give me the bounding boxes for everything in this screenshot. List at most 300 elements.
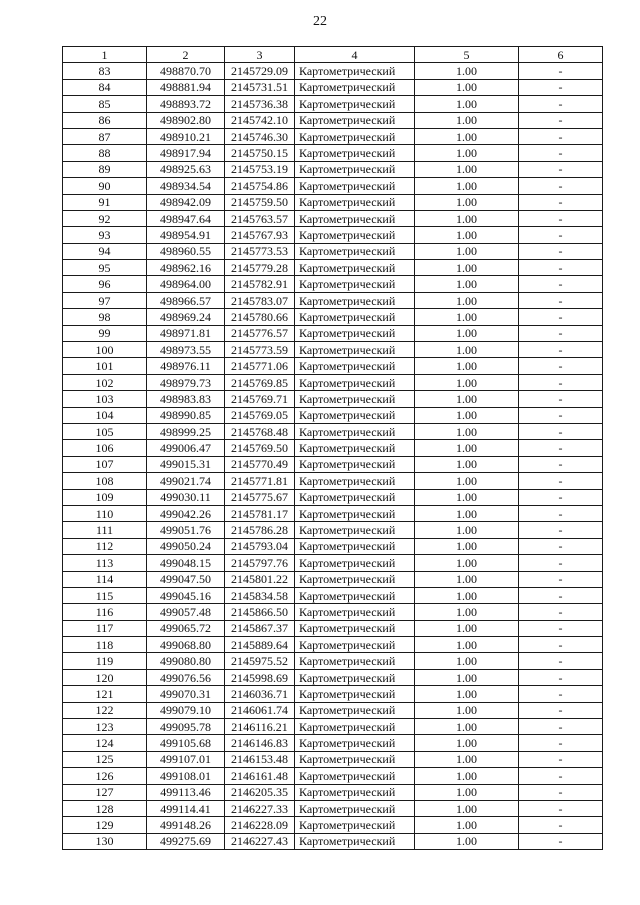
- note-cell: -: [519, 79, 603, 95]
- note-cell: -: [519, 800, 603, 816]
- point-number-cell: 102: [63, 374, 147, 390]
- note-cell: -: [519, 833, 603, 849]
- method-cell: Картометрический: [295, 653, 415, 669]
- method-cell: Картометрический: [295, 276, 415, 292]
- y-coordinate-cell: 2145736.38: [225, 96, 295, 112]
- note-cell: -: [519, 587, 603, 603]
- x-coordinate-cell: 498983.83: [147, 391, 225, 407]
- point-number-cell: 123: [63, 719, 147, 735]
- table-row: [63, 555, 603, 571]
- y-coordinate-cell: 2146228.09: [225, 817, 295, 833]
- table-row: [63, 292, 603, 308]
- x-coordinate-cell: 498999.25: [147, 423, 225, 439]
- note-cell: -: [519, 391, 603, 407]
- table-row: [63, 800, 603, 816]
- y-coordinate-cell: 2146205.35: [225, 784, 295, 800]
- table-row: [63, 96, 603, 112]
- y-coordinate-cell: 2145763.57: [225, 210, 295, 226]
- point-number-cell: 109: [63, 489, 147, 505]
- accuracy-cell: 1.00: [415, 260, 519, 276]
- note-cell: -: [519, 423, 603, 439]
- x-coordinate-cell: 499275.69: [147, 833, 225, 849]
- table-row: [63, 260, 603, 276]
- method-cell: Картометрический: [295, 817, 415, 833]
- accuracy-cell: 1.00: [415, 391, 519, 407]
- table-row: [63, 145, 603, 161]
- x-coordinate-cell: 498966.57: [147, 292, 225, 308]
- table-row: [63, 653, 603, 669]
- accuracy-cell: 1.00: [415, 210, 519, 226]
- table-row: [63, 571, 603, 587]
- method-cell: Картометрический: [295, 325, 415, 341]
- point-number-cell: 104: [63, 407, 147, 423]
- table-row: [63, 79, 603, 95]
- y-coordinate-cell: 2145781.17: [225, 505, 295, 521]
- table-row: [63, 128, 603, 144]
- table-row: [63, 784, 603, 800]
- table-row: [63, 325, 603, 341]
- point-number-cell: 117: [63, 620, 147, 636]
- accuracy-cell: 1.00: [415, 112, 519, 128]
- point-number-cell: 108: [63, 473, 147, 489]
- point-number-cell: 118: [63, 637, 147, 653]
- y-coordinate-cell: 2146116.21: [225, 719, 295, 735]
- point-number-cell: 124: [63, 735, 147, 751]
- x-coordinate-cell: 499148.26: [147, 817, 225, 833]
- note-cell: -: [519, 440, 603, 456]
- accuracy-cell: 1.00: [415, 784, 519, 800]
- y-coordinate-cell: 2145753.19: [225, 161, 295, 177]
- accuracy-cell: 1.00: [415, 63, 519, 79]
- note-cell: -: [519, 653, 603, 669]
- note-cell: -: [519, 309, 603, 325]
- method-cell: Картометрический: [295, 473, 415, 489]
- y-coordinate-cell: 2145769.85: [225, 374, 295, 390]
- header-cell-2: 2: [147, 47, 225, 63]
- table-row: [63, 227, 603, 243]
- table-row: [63, 719, 603, 735]
- method-cell: Картометрический: [295, 227, 415, 243]
- y-coordinate-cell: 2145779.28: [225, 260, 295, 276]
- accuracy-cell: 1.00: [415, 342, 519, 358]
- header-cell-4: 4: [295, 47, 415, 63]
- table-row: [63, 669, 603, 685]
- method-cell: Картометрический: [295, 243, 415, 259]
- accuracy-cell: 1.00: [415, 456, 519, 472]
- accuracy-cell: 1.00: [415, 358, 519, 374]
- accuracy-cell: 1.00: [415, 604, 519, 620]
- point-number-cell: 85: [63, 96, 147, 112]
- point-number-cell: 105: [63, 423, 147, 439]
- accuracy-cell: 1.00: [415, 79, 519, 95]
- x-coordinate-cell: 499068.80: [147, 637, 225, 653]
- y-coordinate-cell: 2145769.71: [225, 391, 295, 407]
- note-cell: -: [519, 145, 603, 161]
- note-cell: -: [519, 604, 603, 620]
- accuracy-cell: 1.00: [415, 128, 519, 144]
- point-number-cell: 114: [63, 571, 147, 587]
- note-cell: -: [519, 505, 603, 521]
- x-coordinate-cell: 499021.74: [147, 473, 225, 489]
- method-cell: Картометрический: [295, 538, 415, 554]
- coordinates-table: [62, 46, 603, 850]
- x-coordinate-cell: 498964.00: [147, 276, 225, 292]
- note-cell: -: [519, 538, 603, 554]
- x-coordinate-cell: 498910.21: [147, 128, 225, 144]
- point-number-cell: 92: [63, 210, 147, 226]
- y-coordinate-cell: 2145769.05: [225, 407, 295, 423]
- note-cell: -: [519, 817, 603, 833]
- y-coordinate-cell: 2146146.83: [225, 735, 295, 751]
- note-cell: -: [519, 112, 603, 128]
- table-row: [63, 112, 603, 128]
- table-row: [63, 342, 603, 358]
- method-cell: Картометрический: [295, 620, 415, 636]
- x-coordinate-cell: 498954.91: [147, 227, 225, 243]
- x-coordinate-cell: 499079.10: [147, 702, 225, 718]
- table-row: [63, 440, 603, 456]
- accuracy-cell: 1.00: [415, 178, 519, 194]
- method-cell: Картометрический: [295, 63, 415, 79]
- x-coordinate-cell: 499057.48: [147, 604, 225, 620]
- method-cell: Картометрический: [295, 145, 415, 161]
- note-cell: -: [519, 63, 603, 79]
- method-cell: Картометрический: [295, 686, 415, 702]
- x-coordinate-cell: 499047.50: [147, 571, 225, 587]
- accuracy-cell: 1.00: [415, 768, 519, 784]
- note-cell: -: [519, 751, 603, 767]
- y-coordinate-cell: 2145742.10: [225, 112, 295, 128]
- point-number-cell: 89: [63, 161, 147, 177]
- point-number-cell: 121: [63, 686, 147, 702]
- note-cell: -: [519, 571, 603, 587]
- x-coordinate-cell: 499105.68: [147, 735, 225, 751]
- method-cell: Картометрический: [295, 784, 415, 800]
- y-coordinate-cell: 2145746.30: [225, 128, 295, 144]
- accuracy-cell: 1.00: [415, 522, 519, 538]
- header-cell-1: 1: [63, 47, 147, 63]
- table-row: [63, 538, 603, 554]
- point-number-cell: 91: [63, 194, 147, 210]
- x-coordinate-cell: 499080.80: [147, 653, 225, 669]
- coordinates-table-body: [63, 47, 603, 850]
- accuracy-cell: 1.00: [415, 423, 519, 439]
- accuracy-cell: 1.00: [415, 473, 519, 489]
- point-number-cell: 87: [63, 128, 147, 144]
- table-row: [63, 604, 603, 620]
- table-row: [63, 407, 603, 423]
- method-cell: Картометрический: [295, 342, 415, 358]
- x-coordinate-cell: 498947.64: [147, 210, 225, 226]
- note-cell: -: [519, 768, 603, 784]
- accuracy-cell: 1.00: [415, 817, 519, 833]
- table-row: [63, 489, 603, 505]
- y-coordinate-cell: 2145767.93: [225, 227, 295, 243]
- method-cell: Картометрический: [295, 456, 415, 472]
- y-coordinate-cell: 2145998.69: [225, 669, 295, 685]
- accuracy-cell: 1.00: [415, 161, 519, 177]
- method-cell: Картометрический: [295, 194, 415, 210]
- table-row: [63, 702, 603, 718]
- note-cell: -: [519, 342, 603, 358]
- point-number-cell: 122: [63, 702, 147, 718]
- method-cell: Картометрический: [295, 800, 415, 816]
- x-coordinate-cell: 498979.73: [147, 374, 225, 390]
- accuracy-cell: 1.00: [415, 620, 519, 636]
- x-coordinate-cell: 498960.55: [147, 243, 225, 259]
- method-cell: Картометрический: [295, 719, 415, 735]
- y-coordinate-cell: 2145768.48: [225, 423, 295, 439]
- point-number-cell: 93: [63, 227, 147, 243]
- y-coordinate-cell: 2145773.53: [225, 243, 295, 259]
- x-coordinate-cell: 498934.54: [147, 178, 225, 194]
- method-cell: Картометрический: [295, 358, 415, 374]
- note-cell: -: [519, 522, 603, 538]
- y-coordinate-cell: 2145780.66: [225, 309, 295, 325]
- point-number-cell: 96: [63, 276, 147, 292]
- table-row: [63, 309, 603, 325]
- table-row: [63, 817, 603, 833]
- accuracy-cell: 1.00: [415, 489, 519, 505]
- note-cell: -: [519, 669, 603, 685]
- page-number: 22: [313, 14, 327, 29]
- method-cell: Картометрический: [295, 96, 415, 112]
- method-cell: Картометрический: [295, 505, 415, 521]
- x-coordinate-cell: 499048.15: [147, 555, 225, 571]
- x-coordinate-cell: 499006.47: [147, 440, 225, 456]
- y-coordinate-cell: 2145786.28: [225, 522, 295, 538]
- accuracy-cell: 1.00: [415, 735, 519, 751]
- note-cell: -: [519, 555, 603, 571]
- x-coordinate-cell: 498925.63: [147, 161, 225, 177]
- note-cell: -: [519, 243, 603, 259]
- y-coordinate-cell: 2145731.51: [225, 79, 295, 95]
- note-cell: -: [519, 473, 603, 489]
- table-header-row: [63, 47, 603, 63]
- y-coordinate-cell: 2146036.71: [225, 686, 295, 702]
- x-coordinate-cell: 498917.94: [147, 145, 225, 161]
- y-coordinate-cell: 2145793.04: [225, 538, 295, 554]
- accuracy-cell: 1.00: [415, 505, 519, 521]
- x-coordinate-cell: 499051.76: [147, 522, 225, 538]
- x-coordinate-cell: 498969.24: [147, 309, 225, 325]
- point-number-cell: 106: [63, 440, 147, 456]
- point-number-cell: 115: [63, 587, 147, 603]
- table-row: [63, 178, 603, 194]
- x-coordinate-cell: 498973.55: [147, 342, 225, 358]
- point-number-cell: 99: [63, 325, 147, 341]
- y-coordinate-cell: 2145773.59: [225, 342, 295, 358]
- method-cell: Картометрический: [295, 128, 415, 144]
- x-coordinate-cell: 499095.78: [147, 719, 225, 735]
- accuracy-cell: 1.00: [415, 637, 519, 653]
- method-cell: Картометрический: [295, 555, 415, 571]
- note-cell: -: [519, 161, 603, 177]
- y-coordinate-cell: 2145797.76: [225, 555, 295, 571]
- table-row: [63, 637, 603, 653]
- y-coordinate-cell: 2145867.37: [225, 620, 295, 636]
- method-cell: Картометрический: [295, 751, 415, 767]
- note-cell: -: [519, 292, 603, 308]
- point-number-cell: 128: [63, 800, 147, 816]
- method-cell: Картометрический: [295, 374, 415, 390]
- accuracy-cell: 1.00: [415, 194, 519, 210]
- point-number-cell: 111: [63, 522, 147, 538]
- point-number-cell: 113: [63, 555, 147, 571]
- y-coordinate-cell: 2145776.57: [225, 325, 295, 341]
- accuracy-cell: 1.00: [415, 555, 519, 571]
- accuracy-cell: 1.00: [415, 407, 519, 423]
- point-number-cell: 126: [63, 768, 147, 784]
- table-row: [63, 620, 603, 636]
- x-coordinate-cell: 499042.26: [147, 505, 225, 521]
- x-coordinate-cell: 499076.56: [147, 669, 225, 685]
- method-cell: Картометрический: [295, 79, 415, 95]
- y-coordinate-cell: 2145750.15: [225, 145, 295, 161]
- table-row: [63, 735, 603, 751]
- method-cell: Картометрический: [295, 423, 415, 439]
- x-coordinate-cell: 499050.24: [147, 538, 225, 554]
- table-row: [63, 751, 603, 767]
- method-cell: Картометрический: [295, 210, 415, 226]
- note-cell: -: [519, 210, 603, 226]
- y-coordinate-cell: 2146227.43: [225, 833, 295, 849]
- y-coordinate-cell: 2145770.49: [225, 456, 295, 472]
- x-coordinate-cell: 499107.01: [147, 751, 225, 767]
- y-coordinate-cell: 2146227.33: [225, 800, 295, 816]
- table-row: [63, 423, 603, 439]
- method-cell: Картометрический: [295, 178, 415, 194]
- note-cell: -: [519, 735, 603, 751]
- method-cell: Картометрический: [295, 309, 415, 325]
- header-cell-3: 3: [225, 47, 295, 63]
- accuracy-cell: 1.00: [415, 96, 519, 112]
- note-cell: -: [519, 702, 603, 718]
- y-coordinate-cell: 2146061.74: [225, 702, 295, 718]
- point-number-cell: 95: [63, 260, 147, 276]
- point-number-cell: 110: [63, 505, 147, 521]
- accuracy-cell: 1.00: [415, 669, 519, 685]
- x-coordinate-cell: 498990.85: [147, 407, 225, 423]
- method-cell: Картометрический: [295, 768, 415, 784]
- x-coordinate-cell: 498971.81: [147, 325, 225, 341]
- note-cell: -: [519, 276, 603, 292]
- method-cell: Картометрический: [295, 833, 415, 849]
- accuracy-cell: 1.00: [415, 276, 519, 292]
- method-cell: Картометрический: [295, 489, 415, 505]
- point-number-cell: 84: [63, 79, 147, 95]
- accuracy-cell: 1.00: [415, 751, 519, 767]
- accuracy-cell: 1.00: [415, 440, 519, 456]
- table-row: [63, 768, 603, 784]
- accuracy-cell: 1.00: [415, 145, 519, 161]
- accuracy-cell: 1.00: [415, 702, 519, 718]
- y-coordinate-cell: 2145866.50: [225, 604, 295, 620]
- point-number-cell: 107: [63, 456, 147, 472]
- method-cell: Картометрический: [295, 604, 415, 620]
- method-cell: Картометрический: [295, 112, 415, 128]
- x-coordinate-cell: 499113.46: [147, 784, 225, 800]
- note-cell: -: [519, 96, 603, 112]
- point-number-cell: 120: [63, 669, 147, 685]
- x-coordinate-cell: 498942.09: [147, 194, 225, 210]
- accuracy-cell: 1.00: [415, 292, 519, 308]
- method-cell: Картометрический: [295, 292, 415, 308]
- table-row: [63, 358, 603, 374]
- note-cell: -: [519, 620, 603, 636]
- point-number-cell: 112: [63, 538, 147, 554]
- method-cell: Картометрический: [295, 522, 415, 538]
- y-coordinate-cell: 2145769.50: [225, 440, 295, 456]
- accuracy-cell: 1.00: [415, 653, 519, 669]
- table-row: [63, 522, 603, 538]
- table-row: [63, 374, 603, 390]
- method-cell: Картометрический: [295, 587, 415, 603]
- point-number-cell: 130: [63, 833, 147, 849]
- x-coordinate-cell: 499045.16: [147, 587, 225, 603]
- method-cell: Картометрический: [295, 440, 415, 456]
- y-coordinate-cell: 2146153.48: [225, 751, 295, 767]
- x-coordinate-cell: 498902.80: [147, 112, 225, 128]
- x-coordinate-cell: 499070.31: [147, 686, 225, 702]
- y-coordinate-cell: 2145889.64: [225, 637, 295, 653]
- y-coordinate-cell: 2145771.81: [225, 473, 295, 489]
- table-row: [63, 456, 603, 472]
- x-coordinate-cell: 498962.16: [147, 260, 225, 276]
- x-coordinate-cell: 498893.72: [147, 96, 225, 112]
- table-row: [63, 194, 603, 210]
- note-cell: -: [519, 456, 603, 472]
- y-coordinate-cell: 2145834.58: [225, 587, 295, 603]
- accuracy-cell: 1.00: [415, 538, 519, 554]
- note-cell: -: [519, 407, 603, 423]
- x-coordinate-cell: 499030.11: [147, 489, 225, 505]
- point-number-cell: 100: [63, 342, 147, 358]
- method-cell: Картометрический: [295, 260, 415, 276]
- x-coordinate-cell: 499015.31: [147, 456, 225, 472]
- accuracy-cell: 1.00: [415, 587, 519, 603]
- method-cell: Картометрический: [295, 161, 415, 177]
- note-cell: -: [519, 489, 603, 505]
- y-coordinate-cell: 2145775.67: [225, 489, 295, 505]
- table-row: [63, 276, 603, 292]
- accuracy-cell: 1.00: [415, 243, 519, 259]
- table-row: [63, 161, 603, 177]
- y-coordinate-cell: 2145782.91: [225, 276, 295, 292]
- table-row: [63, 63, 603, 79]
- note-cell: -: [519, 178, 603, 194]
- y-coordinate-cell: 2145783.07: [225, 292, 295, 308]
- point-number-cell: 98: [63, 309, 147, 325]
- accuracy-cell: 1.00: [415, 227, 519, 243]
- point-number-cell: 103: [63, 391, 147, 407]
- y-coordinate-cell: 2145771.06: [225, 358, 295, 374]
- table-row: [63, 686, 603, 702]
- table-row: [63, 587, 603, 603]
- accuracy-cell: 1.00: [415, 800, 519, 816]
- y-coordinate-cell: 2145975.52: [225, 653, 295, 669]
- note-cell: -: [519, 686, 603, 702]
- point-number-cell: 94: [63, 243, 147, 259]
- note-cell: -: [519, 358, 603, 374]
- y-coordinate-cell: 2145801.22: [225, 571, 295, 587]
- point-number-cell: 88: [63, 145, 147, 161]
- x-coordinate-cell: 498976.11: [147, 358, 225, 374]
- note-cell: -: [519, 260, 603, 276]
- point-number-cell: 127: [63, 784, 147, 800]
- note-cell: -: [519, 128, 603, 144]
- note-cell: -: [519, 227, 603, 243]
